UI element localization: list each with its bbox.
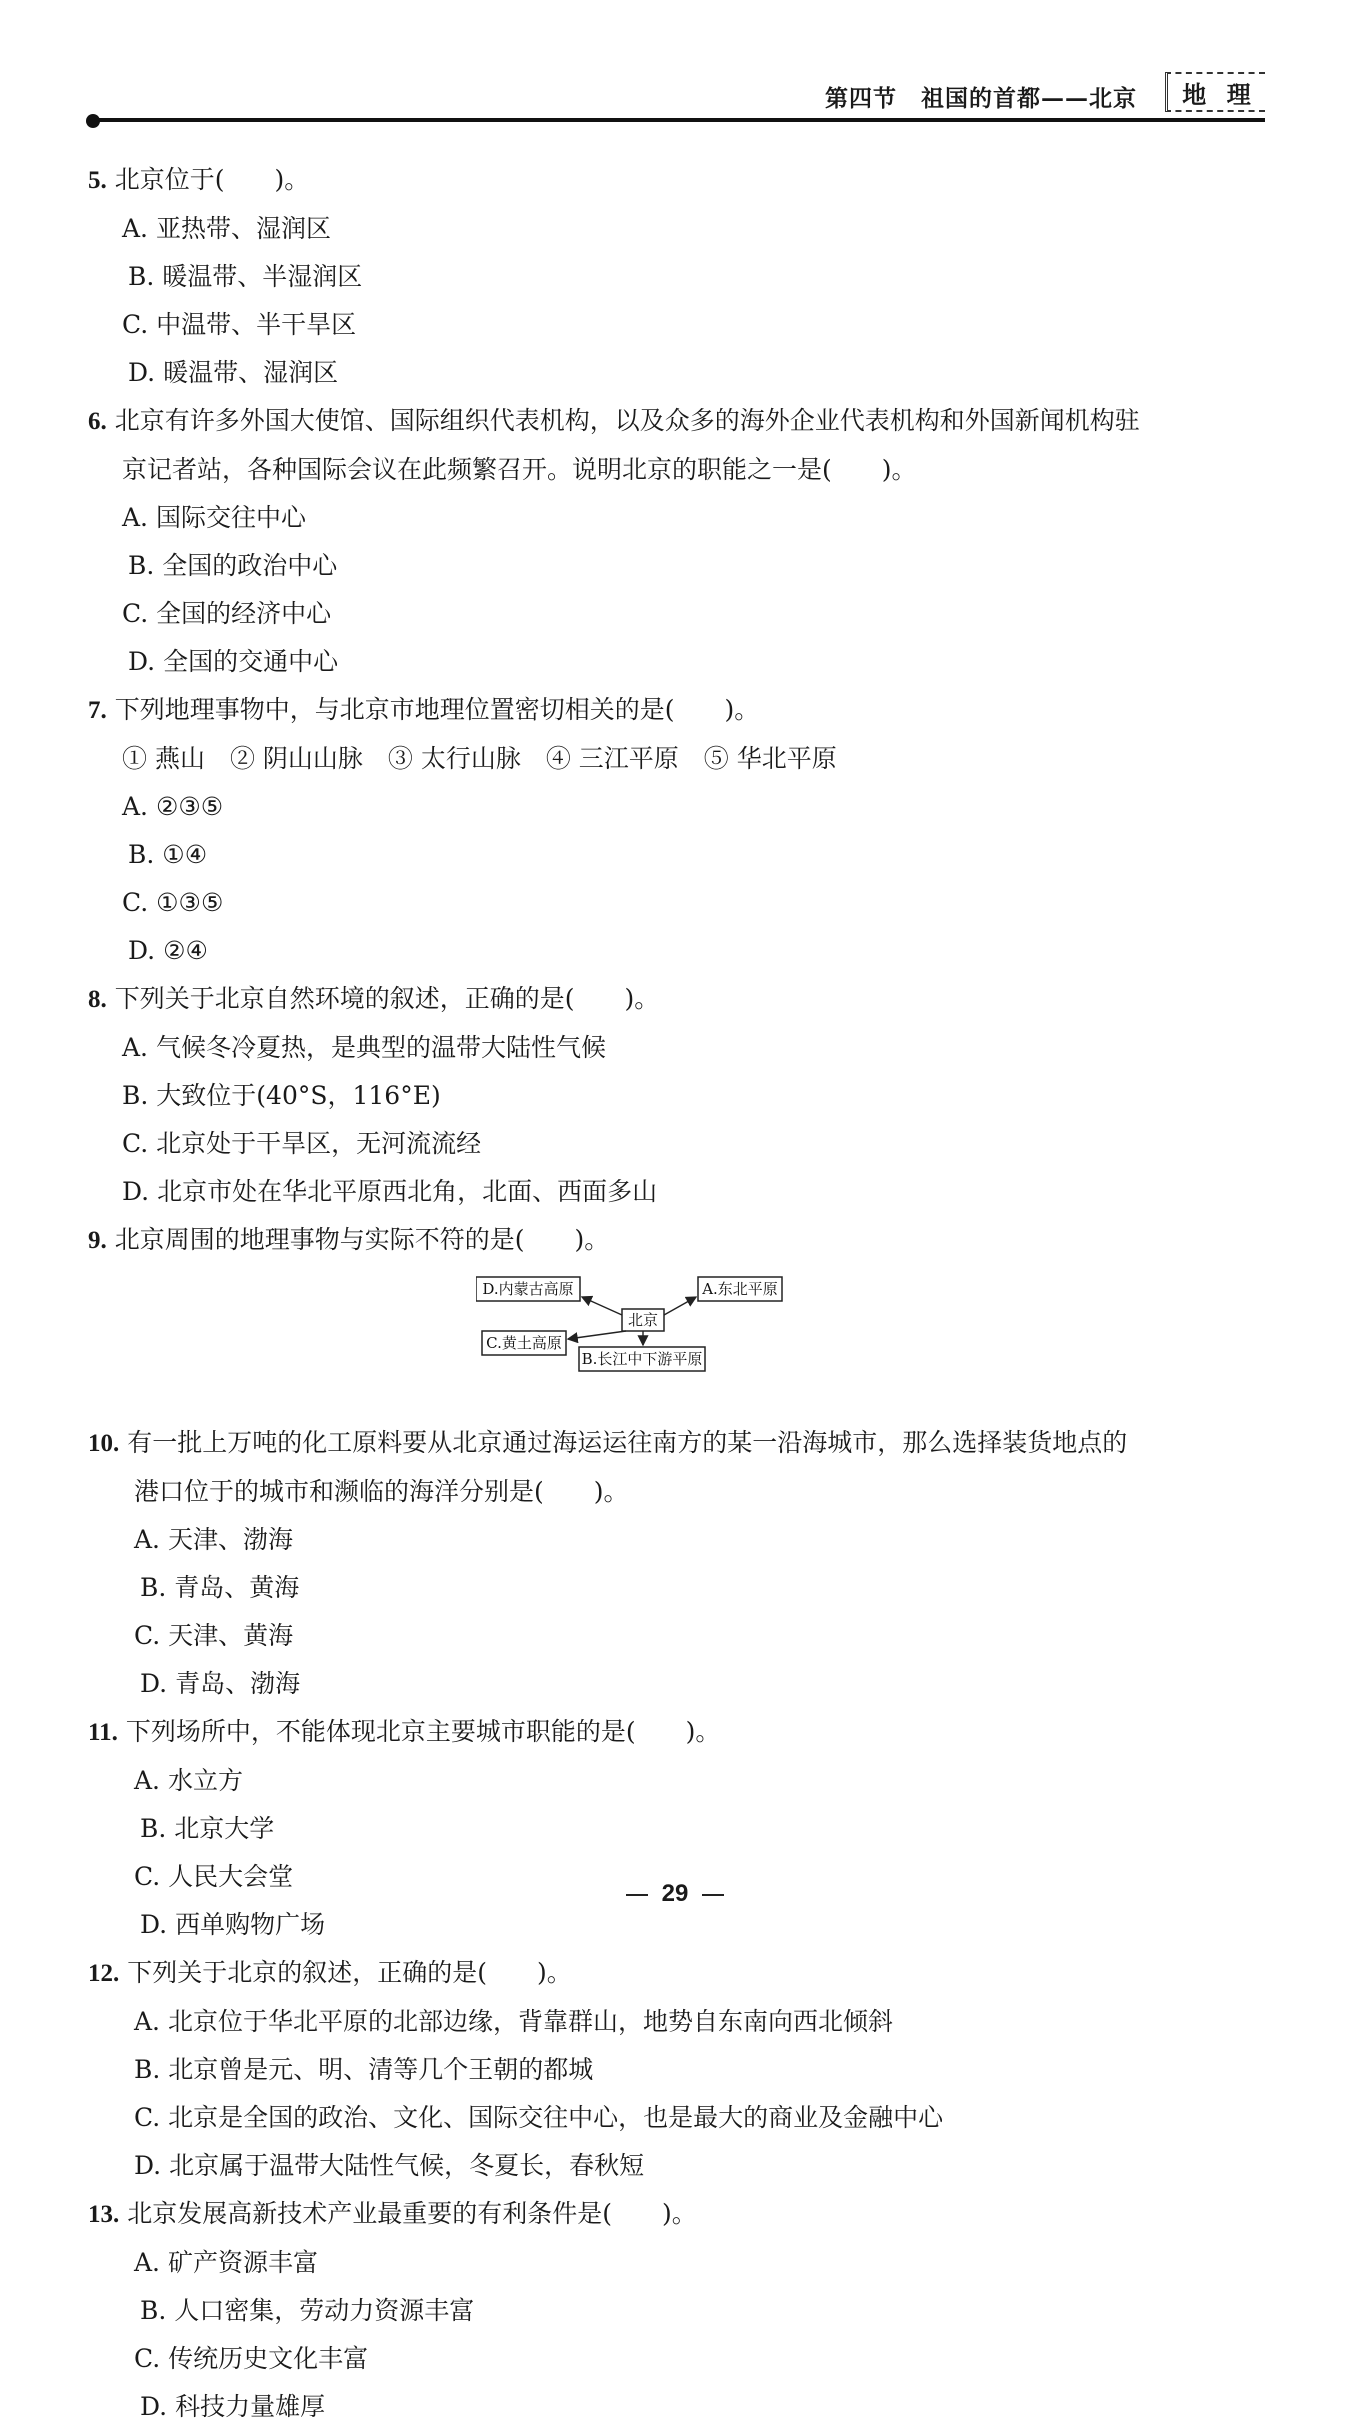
header-rule — [90, 118, 1265, 122]
arrow-to-c — [568, 1331, 626, 1339]
question-number: 8. — [88, 986, 107, 1013]
question-list — [88, 156, 1268, 2431]
option-b[interactable]: B. 人口密集，劳动力资源丰富 — [140, 2296, 475, 2325]
arrow-to-d — [582, 1297, 622, 1315]
label-center: 北京 — [627, 1311, 659, 1329]
option-c[interactable]: C. 天津、黄海 — [134, 1621, 294, 1650]
page-header — [90, 62, 1265, 122]
label-d: D.内蒙古高原 — [482, 1280, 574, 1298]
option-a[interactable]: A. 水立方 — [134, 1766, 243, 1795]
option-a[interactable]: A. 国际交往中心 — [122, 503, 306, 532]
question-items: ① 燕山 ② 阴山山脉 ③ 太行山脉 ④ 三江平原 ⑤ 华北平原 — [122, 744, 837, 773]
question-number: 10. — [88, 1430, 120, 1457]
page-number-value: 29 — [661, 1880, 689, 1907]
option-list — [88, 1998, 1268, 2190]
question-stem-cont: 港口位于的城市和濒临的海洋分别是( )。 — [134, 1477, 629, 1506]
subject-char: 地 — [1182, 79, 1207, 109]
option-c[interactable]: C. ①③⑤ — [122, 888, 224, 917]
option-a[interactable]: A. 气候冬冷夏热，是典型的温带大陆性气候 — [122, 1033, 606, 1062]
option-d[interactable]: D. 暖温带、湿润区 — [128, 358, 339, 387]
question-stem: 下列地理事物中，与北京市地理位置密切相关的是( )。 — [114, 695, 760, 724]
option-b[interactable]: B. 北京曾是元、明、清等几个王朝的都城 — [134, 2055, 594, 2084]
question-stem: 下列场所中，不能体现北京主要城市职能的是( )。 — [125, 1717, 721, 1746]
option-c[interactable]: C. 全国的经济中心 — [122, 599, 332, 628]
option-a[interactable]: A. 亚热带、湿润区 — [122, 214, 331, 243]
question-number: 6. — [88, 408, 107, 435]
option-d[interactable]: D. 青岛、渤海 — [140, 1669, 301, 1698]
option-a[interactable]: A. 天津、渤海 — [134, 1525, 293, 1554]
arrow-to-a — [664, 1297, 696, 1315]
option-list — [88, 1024, 1268, 1216]
option-b[interactable]: B. 北京大学 — [140, 1814, 275, 1843]
option-list — [88, 205, 1268, 397]
question-number: 5. — [88, 167, 107, 194]
option-b[interactable]: B. 全国的政治中心 — [128, 551, 338, 580]
beijing-surroundings-diagram — [88, 1265, 1268, 1419]
label-b: B.长江中下游平原 — [581, 1350, 703, 1368]
option-d[interactable]: D. 北京属于温带大陆性气候，冬夏长，春秋短 — [134, 2151, 645, 2180]
section-title: 第四节 祖国的首都——北京 — [825, 85, 1137, 112]
option-list — [88, 1757, 1268, 1949]
question-7 — [88, 686, 1268, 975]
question-stem: 北京发展高新技术产业最重要的有利条件是( )。 — [127, 2199, 697, 2228]
question-stem-cont: 京记者站，各种国际会议在此频繁召开。说明北京的职能之一是( )。 — [122, 455, 917, 484]
question-number: 11. — [88, 1719, 118, 1746]
label-a: A.东北平原 — [702, 1280, 778, 1298]
option-c[interactable]: C. 北京是全国的政治、文化、国际交往中心，也是最大的商业及金融中心 — [134, 2103, 944, 2132]
option-a[interactable]: A. ②③⑤ — [122, 792, 224, 821]
option-d[interactable]: D. 全国的交通中心 — [128, 647, 339, 676]
option-list — [88, 494, 1268, 686]
question-stem: 下列关于北京的叙述，正确的是( )。 — [127, 1958, 572, 1987]
option-list — [88, 783, 1268, 975]
page-number — [0, 1880, 1350, 1908]
question-number: 13. — [88, 2201, 120, 2228]
page-number-dash-left — [626, 1894, 648, 1896]
diagram-svg — [476, 1275, 796, 1395]
option-d[interactable]: D. 北京市处在华北平原西北角，北面、西面多山 — [122, 1177, 658, 1206]
question-number: 7. — [88, 697, 107, 724]
question-5 — [88, 156, 1268, 397]
question-stem: 北京有许多外国大使馆、国际组织代表机构，以及众多的海外企业代表机构和外国新闻机构驻 — [114, 406, 1140, 435]
option-a[interactable]: A. 矿产资源丰富 — [134, 2248, 318, 2277]
question-stem: 北京周围的地理事物与实际不符的是( )。 — [114, 1225, 610, 1254]
option-c[interactable]: C. 人民大会堂 — [134, 1862, 294, 1891]
option-c[interactable]: C. 传统历史文化丰富 — [134, 2344, 369, 2373]
question-13 — [88, 2190, 1268, 2431]
question-stem: 有一批上万吨的化工原料要从北京通过海运运往南方的某一沿海城市，那么选择装货地点的 — [127, 1428, 1128, 1457]
question-8 — [88, 975, 1268, 1216]
question-9 — [88, 1216, 1268, 1419]
option-b[interactable]: B. ①④ — [128, 840, 208, 869]
option-b[interactable]: B. 暖温带、半湿润区 — [128, 262, 363, 291]
option-c[interactable]: C. 北京处于干旱区，无河流流经 — [122, 1129, 482, 1158]
subject-char: 理 — [1226, 79, 1251, 109]
subject-box — [1165, 72, 1265, 112]
question-6 — [88, 397, 1268, 686]
option-list — [88, 2239, 1268, 2431]
question-11 — [88, 1708, 1268, 1949]
option-d[interactable]: D. 科技力量雄厚 — [140, 2392, 326, 2421]
label-c: C.黄土高原 — [486, 1334, 562, 1352]
question-number: 9. — [88, 1227, 107, 1254]
question-12 — [88, 1949, 1268, 2190]
page-number-dash-right — [702, 1894, 724, 1896]
header-rule-dot — [86, 114, 100, 128]
option-b[interactable]: B. 大致位于(40°S，116°E) — [122, 1081, 441, 1110]
option-d[interactable]: D. ②④ — [128, 936, 208, 965]
option-b[interactable]: B. 青岛、黄海 — [140, 1573, 300, 1602]
option-list — [88, 1516, 1268, 1708]
option-c[interactable]: C. 中温带、半干旱区 — [122, 310, 357, 339]
question-10 — [88, 1419, 1268, 1708]
option-a[interactable]: A. 北京位于华北平原的北部边缘，背靠群山，地势自东南向西北倾斜 — [134, 2007, 893, 2036]
question-stem: 下列关于北京自然环境的叙述，正确的是( )。 — [114, 984, 660, 1013]
question-number: 12. — [88, 1960, 120, 1987]
option-d[interactable]: D. 西单购物广场 — [140, 1910, 326, 1939]
question-stem: 北京位于( )。 — [114, 165, 310, 194]
